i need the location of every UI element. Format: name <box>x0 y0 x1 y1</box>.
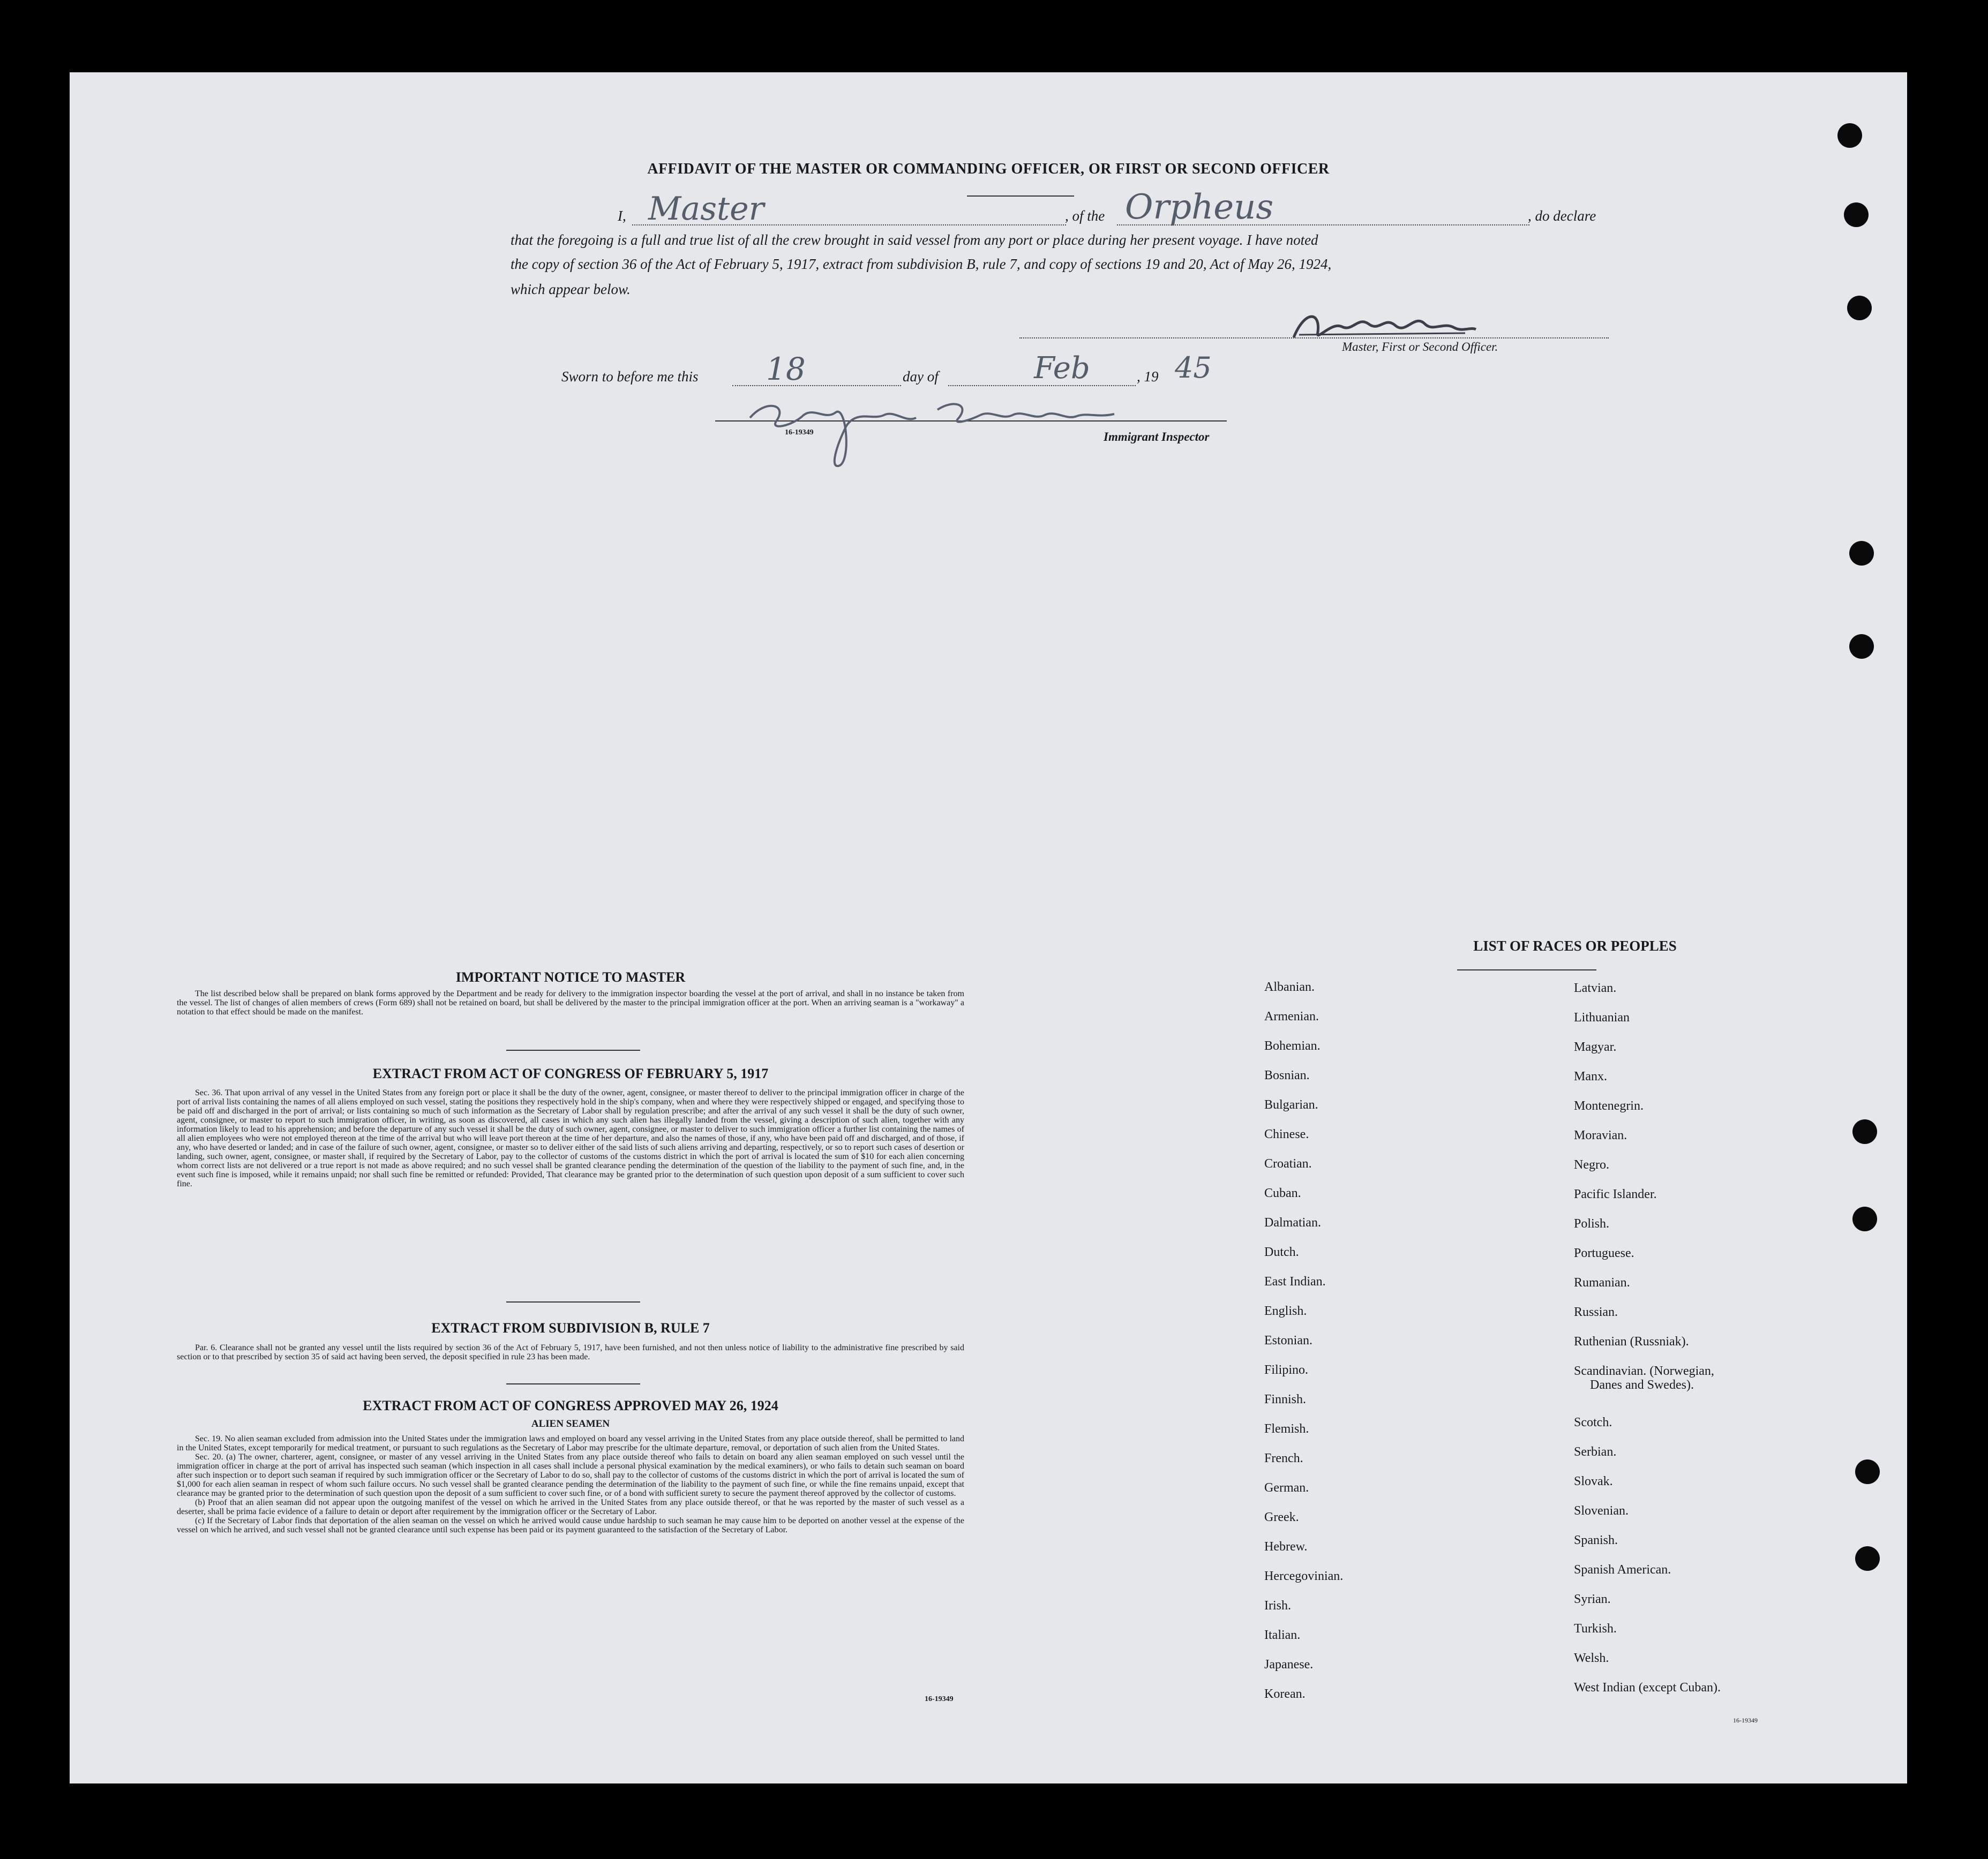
extract-1917-heading: EXTRACT FROM ACT OF CONGRESS OF FEBRUARY 5, 1917 <box>372 1066 769 1081</box>
race-item: English. <box>1264 1304 1307 1318</box>
notice-paragraph: The list described below shall be prepared on blank forms approved by the Department and be ready for delivery to the immigration inspector boarding the vessel at the port of arrival, and shall in no instance be taken from the vessel. The list of changes of alien members of crews (Form 689) shall not be retained on board, but shall be delivered by the master to the principal immigration officer at the port. When an arriving seaman is a "workaway" a notation to that effect should be made on the manifest. <box>177 989 964 1017</box>
punch-hole <box>1852 1119 1877 1144</box>
race-item: Latvian. <box>1574 981 1617 995</box>
par-6-paragraph: Par. 6. Clearance shall not be granted any vessel until the lists required by section 36 of the Act of February 5, 1917, have been furnished, and not then unless notice of liability to the administrative fine prescribed by said section or to that prescribed by section 35 of said act having been served, the deposit specified in rule 23 has been made. <box>177 1343 964 1361</box>
races-heading: LIST OF RACES OR PEOPLES <box>1473 938 1677 954</box>
race-item: Bosnian. <box>1264 1068 1310 1082</box>
race-item: Montenegrin. <box>1574 1099 1644 1113</box>
races-left-column <box>1264 980 1543 1717</box>
extract-1924-text <box>177 1434 964 1534</box>
year-prefix-label: , 19 <box>1137 368 1159 385</box>
race-item: Finnish. <box>1264 1393 1307 1406</box>
race-item: Serbian. <box>1574 1445 1617 1459</box>
sworn-label: Sworn to before me this <box>561 368 699 385</box>
races-divider <box>1457 969 1596 970</box>
race-item: Bohemian. <box>1264 1039 1321 1053</box>
sworn-month-handwritten: Feb <box>1034 351 1090 386</box>
race-item: French. <box>1264 1451 1303 1465</box>
race-item: Russian. <box>1574 1305 1618 1319</box>
punch-hole <box>1847 296 1872 320</box>
race-item: Filipino. <box>1264 1363 1309 1377</box>
race-item: Spanish. <box>1574 1533 1618 1547</box>
race-item: Korean. <box>1264 1687 1306 1701</box>
subdivision-heading: EXTRACT FROM SUBDIVISION B, RULE 7 <box>431 1320 710 1336</box>
race-item: Hebrew. <box>1264 1540 1308 1554</box>
race-item: Italian. <box>1264 1628 1301 1642</box>
race-item: Bulgarian. <box>1264 1098 1318 1112</box>
sworn-day-line <box>732 385 901 386</box>
race-item: Greek. <box>1264 1510 1299 1524</box>
races-right-column <box>1574 981 1874 1702</box>
sworn-day-handwritten: 18 <box>766 351 806 387</box>
race-item: Hercegovinian. <box>1264 1569 1344 1583</box>
declaration-line-3: the copy of section 36 of the Act of February 5, 1917, extract from subdivision B, rule 7, and copy of sections 19 and 20, Act of May 26, 1924, <box>511 256 1332 272</box>
sec-36-paragraph: Sec. 36. That upon arrival of any vessel in the United States from any foreign port or place it shall be the duty of the owner, agent, consignee, or master thereof to deliver to the principal immigration officer in charge of the port of arrival lists containing the names of all aliens employed on such vessel, stating the positions they respectively hold in the ship's company, when and where they were respectively shipped or engaged, and specifying those to be paid off and discharged in the port of arrival; or lists containing so much of such information as the Secretary of Labor shall by regulation prescribe; and after the arrival of any such vessel it shall be the duty of such owner, agent, consignee, or master to report to such immigration officer, in writing, as soon as discovered, all cases in which any such alien has illegally landed from the vessel, giving a description of such alien, together with any information likely to lead to his apprehension; and before the departure of any such vessel it shall be the duty of such owner, agent, consignee, or master to deliver to such immigration officer a further list containing the names of all alien employees who were not employed thereon at the time of the arrival but who will leave port thereon at the time of her departure, and also the names of those, if any, who have been paid off and discharged, and of those, if any, who have deserted or landed; and in case of the failure of such owner, agent, consignee, or master so to deliver either of the said lists of such aliens arriving and departing, respectively, or so to report such cases of desertion or landing, such owner, agent, consignee, or master shall, if required by the Secretary of Labor, pay to the collector of customs of the customs district in which the port of arrival is located the sum of $10 for each alien concerning whom correct lists are not delivered or a true report is not made as above required; and no such vessel shall be granted clearance pending the determination of the question of the liability to the payment of such fine, and, in the event such fine is imposed, while it remains unpaid; nor shall such fine be remitted or refunded: Provided, That clearance may be granted prior to the determination of such question upon deposit of a sum sufficient to cover such fine. <box>177 1088 964 1188</box>
extract-1917-divider <box>506 1301 640 1303</box>
race-item: Albanian. <box>1264 980 1315 994</box>
subdivision-text <box>177 1343 964 1361</box>
sec-20b-paragraph: (b) Proof that an alien seaman did not appear upon the outgoing manifest of the vessel on which he arrived in the United States from any place outside thereof, or that he was reported by the master of such vessel as a deserter, shall be prima facie evidence of a failure to detain or deport after requirement by the immigration officer or the Secretary of Labor. <box>177 1498 964 1516</box>
sec-20c-paragraph: (c) If the Secretary of Labor finds that deportation of the alien seaman on the vessel on which he arrived would cause undue hardship to such seaman he may cause him to be deported on another vessel at the expense of the vessel on which he arrived, and such vessel shall not be granted clearance until such expense has been paid or its payment guaranteed to the satisfaction of the Secretary of Labor. <box>177 1516 964 1534</box>
race-item: Scandinavian. (Norwegian, <box>1574 1364 1714 1378</box>
notice-form-number: 16-19349 <box>925 1695 954 1703</box>
race-item: Chinese. <box>1264 1127 1309 1141</box>
race-item: German. <box>1264 1481 1309 1495</box>
race-item: Portuguese. <box>1574 1246 1634 1260</box>
year-handwritten: 45 <box>1175 351 1212 385</box>
race-item: Irish. <box>1264 1599 1291 1613</box>
declaration-line-4: which appear below. <box>511 281 631 297</box>
alien-seamen-subheading: ALIEN SEAMEN <box>531 1418 610 1429</box>
do-declare-label: , do declare <box>1528 208 1596 224</box>
vessel-handwritten: Orpheus <box>1125 187 1274 227</box>
title-divider <box>967 195 1074 197</box>
officer-caption: Master, First or Second Officer. <box>1342 340 1498 353</box>
punch-hole <box>1844 202 1869 227</box>
race-item: Negro. <box>1574 1158 1609 1172</box>
sec-19-paragraph: Sec. 19. No alien seaman excluded from admission into the United States under the immigration laws and employed on board any vessel arriving in the United States from any place outside thereof, shall be permitted to land in the United States, except temporarily for medical treatment, or pursuant to such regulations as the Secretary of Labor may prescribe for the ultimate departure, removal, or deportation of such alien from the United States. <box>177 1434 964 1452</box>
master-handwritten: Master <box>648 190 764 228</box>
race-item: Armenian. <box>1264 1010 1319 1023</box>
day-of-label: day of <box>903 368 939 385</box>
punch-hole <box>1855 1546 1880 1571</box>
notice-heading: IMPORTANT NOTICE TO MASTER <box>455 969 686 985</box>
race-item: Croatian. <box>1264 1157 1312 1171</box>
of-the-label: , of the <box>1065 208 1105 224</box>
race-item: Estonian. <box>1264 1334 1312 1348</box>
sec-20a-paragraph: Sec. 20. (a) The owner, charterer, agent, consignee, or master of any vessel arriving in the United States from any place outside thereof who fails to detain on board any alien seaman employed on such vessel until the immigration officer in charge at the port of arrival has inspected such seaman (which inspection in all cases shall include a personal physical examination by the medical examiners), or who fails to detain such seaman on board after such inspection or to deport such seaman if required by such immigration officer or the Secretary of Labor to do so, shall pay to the collector of customs of the customs district in which the port of arrival is located the sum of $1,000 for each alien seaman in respect of whom such failure occurs. No such vessel shall be granted clearance pending the determination of the liability to the payment of such fine, or while the fine remains unpaid, except that clearance may be granted prior to the determination of such question upon the deposit of a sum sufficient to cover such fine, or of a bond with sufficient surety to secure the payment thereof approved by the collector of customs. <box>177 1452 964 1498</box>
race-item: Lithuanian <box>1574 1011 1630 1025</box>
punch-hole <box>1837 123 1862 148</box>
race-item: Welsh. <box>1574 1651 1609 1665</box>
punch-hole <box>1849 634 1874 659</box>
race-item: Syrian. <box>1574 1592 1611 1606</box>
race-item: Flemish. <box>1264 1422 1309 1436</box>
race-item: Cuban. <box>1264 1186 1301 1200</box>
race-item: Spanish American. <box>1574 1563 1671 1577</box>
notice-divider <box>506 1050 640 1051</box>
race-item: Ruthenian (Russniak). <box>1574 1335 1689 1349</box>
race-item-scandinavian <box>1574 1364 1874 1416</box>
declaration-line-2: that the foregoing is a full and true list of all the crew brought in said vessel from any port or place during her present voyage. I have noted <box>511 232 1318 248</box>
race-item: Moravian. <box>1574 1128 1627 1142</box>
race-item: Dutch. <box>1264 1245 1299 1259</box>
extract-1917-text <box>177 1088 964 1188</box>
race-item: Manx. <box>1574 1070 1607 1083</box>
race-item: Rumanian. <box>1574 1276 1630 1290</box>
punch-hole <box>1855 1459 1880 1484</box>
extract-1924-heading: EXTRACT FROM ACT OF CONGRESS APPROVED MAY 26, 1924 <box>363 1398 778 1413</box>
race-item: Japanese. <box>1264 1658 1314 1672</box>
race-item: Dalmatian. <box>1264 1216 1321 1230</box>
race-item: Slovenian. <box>1574 1504 1629 1518</box>
races-form-number: 16-19349 <box>1733 1717 1758 1724</box>
inspector-caption: Immigrant Inspector <box>1104 430 1210 443</box>
race-item: West Indian (except Cuban). <box>1574 1681 1721 1695</box>
notice-text <box>177 989 964 1017</box>
race-item: East Indian. <box>1264 1275 1326 1289</box>
i-label: I, <box>618 208 626 224</box>
race-item-continuation: Danes and Swedes). <box>1590 1378 1694 1392</box>
race-item: Pacific Islander. <box>1574 1187 1657 1201</box>
race-item: Magyar. <box>1574 1040 1617 1054</box>
affidavit-title: AFFIDAVIT OF THE MASTER OR COMMANDING OFFICER, OR FIRST OR SECOND OFFICER <box>647 161 1330 177</box>
punch-hole <box>1849 541 1874 566</box>
subdivision-divider <box>506 1383 640 1384</box>
document-page <box>70 72 1907 1783</box>
punch-hole <box>1852 1207 1877 1231</box>
race-item: Slovak. <box>1574 1474 1613 1488</box>
race-item: Polish. <box>1574 1217 1610 1231</box>
race-item: Turkish. <box>1574 1622 1617 1636</box>
race-item: Scotch. <box>1574 1416 1612 1429</box>
affidavit-form-number: 16-19349 <box>785 428 814 436</box>
